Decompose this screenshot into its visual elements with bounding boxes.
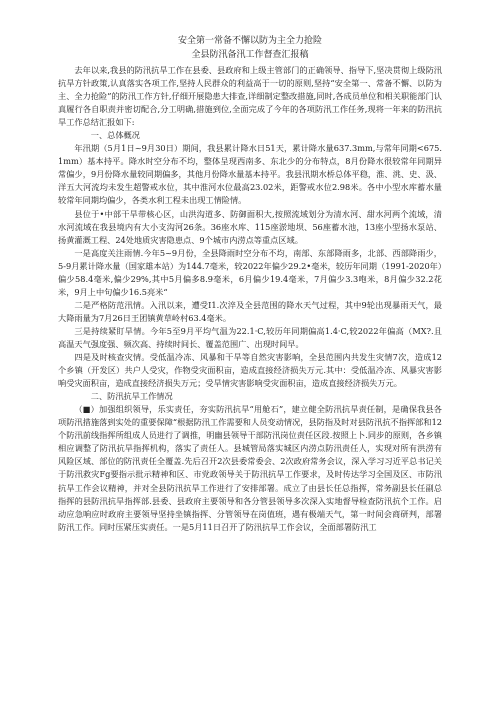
body-paragraph: 三是持续紧盯旱情。今年5至9月平均气温为22.1·C,较历年同期偏高1.4·C,较2022年偏高（MX?.且高温天气强度强、频次高、持续时间长、覆盖范围广、出现时间早。 (58, 325, 442, 349)
document-body (58, 64, 442, 534)
document-subtitle: 全县防汛备汛工作督查汇报稿 (191, 50, 309, 60)
section-heading: 二、防汛抗旱工作情况 (90, 391, 173, 402)
body-paragraph: 去年以来,我县的防汛抗旱工作在县委、县政府和上级主管部门的正确领导、指导下,坚决贯彻上级防汛抗旱方针政策,认真落实各项工作,坚持人民群众的利益高于一切的原则,坚持“安全第一、常备不懈、以防为主、全力抢险”的防汛工作方针,仔细开展隐患大排查,详细制定整改措施,同时,各成员单位和相关职能部门认真履行各自职责并密切配合,分工明确,措施到位,全面完成了今年的各项防汛工作任务,现将一年来的防汛抗旱工作总结汇报如下: (58, 65, 442, 128)
body-paragraph: （■）加强组织领导，乐实责任，夯实防汛抗旱“用舱石”，建立健全防汛抗旱责任制，是确保我县各项防汛措施落到实处的重要保障“根据防汛工作需要和人员变动情况，县防指及时对县防汛抗不指挥部和12个防汛前线指挥所组成人员进行了调推，明幽县领导干部防汛岗位责任区段.按照上卜.同步的原则，各乡镇相应调整了防汛抗旱指挥机构，落实了责任人。县城管局落实城区内涝点防汛责任人，实现对所有洪涝有风险区域、部位的防汛责任全覆盖.先后召开2次县委常委会、2次政府常务会议，深入学习习近平总书记关于防汛救灾Fg要指示批示精神和区、市党政领导关于防汛抗旱工作要求，及时传达学习全国及区、市防汛抗旱工作会议精神，并对全县防汛抗旱工作进行了安排部署。成立了由县长任总指挥，常务副县长任副总指挥的县防汛抗旱指挥部.县委、县政府主要领导和各分管县领导多次深入实地督导检查防汛抗个工作。启动应急响应时政府主要领导坚持坐镇指挥、分管领导在岗值班，遇有极端天气，第一时间会商研判，部署防汛工作。同时压紧压实责任。一是5月11日召开了防汛抗旱工作会议，全面部署防汛工 (58, 404, 442, 532)
body-paragraph: 年汛期（5月1日~9月30日）期间，我县累计降水日51天，累计降水量637.3mm,与常年同期<675.1mm）基本持平。降水时空分布不均，整体呈现西南多、东北少的分布特点，8月份降水很较常年同期异常偏少，9月份降水量较同期偏多，其他月份降水量基本持平。我县汛期水桥总体平稳，淮、洮、史、汲、洋五大河流均未发生超警戒水位，其中淮河水位最高23.02米，距警戒水位2.98米。各中小型水库蓄水量较常年同期均偏少，各类水利工程未出现工情险情。 (58, 143, 442, 206)
body-paragraph: 二是严格防范汛情。入汛以来，遭受I1.次淬及全县范围的降水天气过程，其中9轮出现暴雨天气，最大降雨量为7月26日王团镇黄草岭村63.4毫米。 (58, 299, 442, 323)
body-paragraph: 县位于•中部干旱带核心区，山洪沟道多、防御面积大,按照流域划分为清水河、甜水河两个流域，清水河流域在我县境内有大小支沟河26条。36座水库、115座淤地坝、56座蓄水池，13座小型扬水泵站、扬黄灌溉工程、24处地质灾害隐患点、9个城市内涝点等重点区域。 (58, 208, 442, 245)
section-heading: 一、总体概况 (90, 130, 140, 141)
document-title: 安全第一常备不懈以防为主全力抢险 (177, 36, 322, 46)
body-paragraph: 一是高度关注雨情.今年5~9月份，全县降雨时空分布不均，南部、东部降雨多，北部、西部降雨少，5-9月累计降水量（国家雄本站）为144.7毫米，较2022年偏少29.2•毫米，较历年同期（1991-2020年）偏少58.4毫米,偏少29%,其中5月偏多8.9毫米，6月偏少19.4毫米，7月偏少3.3咆米，8月偏少32.2花米，9月上中句偏少16.5亮米“ (58, 247, 442, 297)
body-paragraph: 四是及时核查灾情。受低温冷冻、风暴和干旱等自然灾害影响，全县范围内共发生灾情7次，造成12个乡镇（开发区）共户人受灾，作物受灾面积亩，造成直接经济损失万元.其中：受低温冷冻、风暴灾害影响受灾面积亩，造成直接经济损失万元；受旱情灾害影响受灾面积亩，造成直接经济损失万元。 (58, 352, 442, 389)
